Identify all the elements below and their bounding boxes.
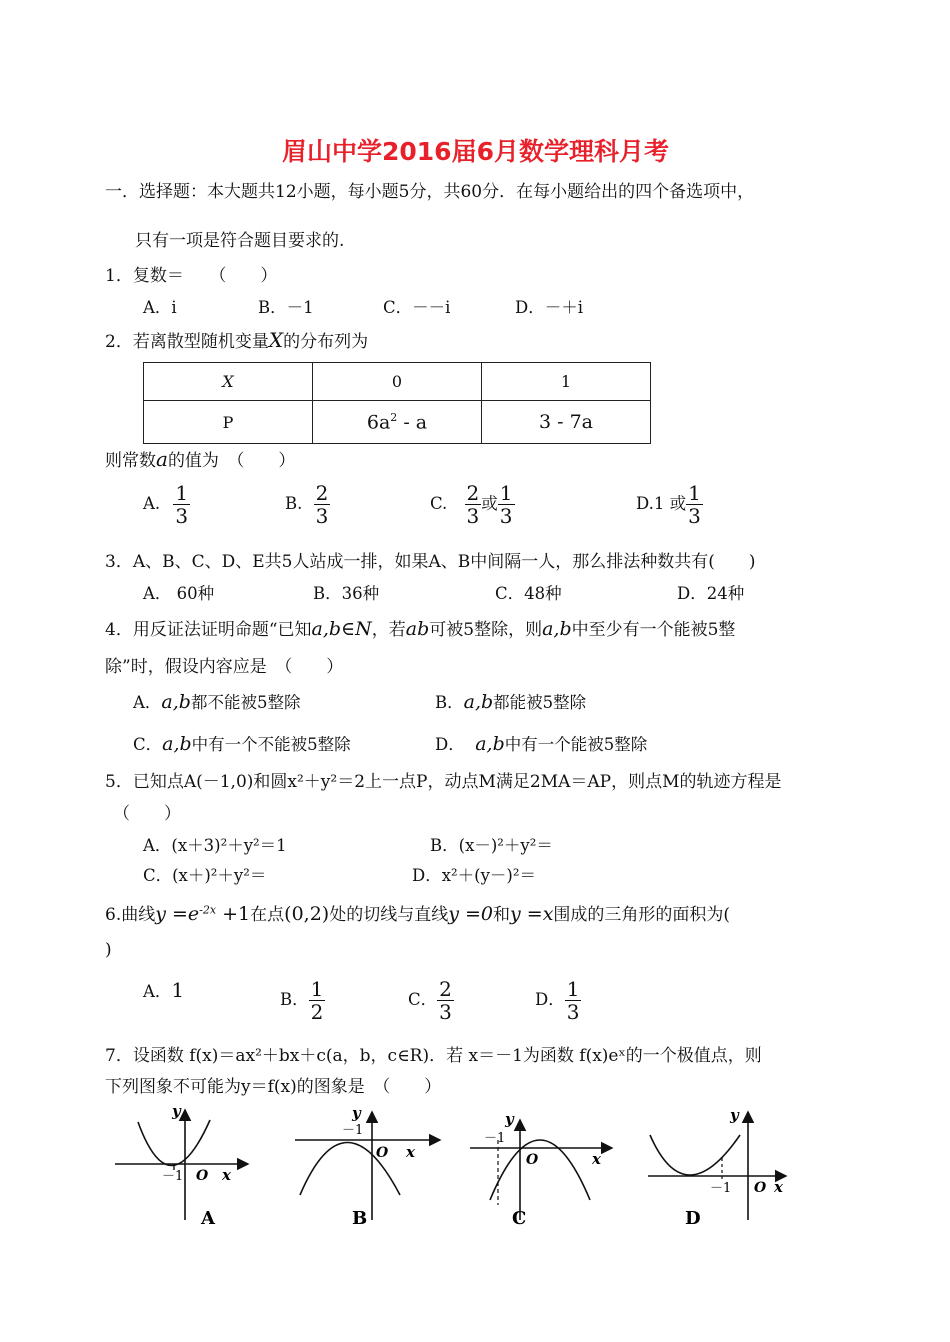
q5-line1: 5．已知点A(－1,0)和圆x²＋y²＝2上一点P，动点M满足2MA＝AP，则点M的轨迹方程是 xyxy=(105,772,782,792)
q7-line1: 7．设函数 f(x)＝ax²＋bx＋c(a，b，c∈R)．若 x＝－1为函数 f(x)eˣ的一个极值点，则 xyxy=(105,1046,762,1066)
q4-text-2: ，若 xyxy=(371,620,406,640)
q4-d-math: a,b xyxy=(475,733,505,755)
q3-option-b: B．36种 xyxy=(313,584,380,603)
q2-ask xyxy=(105,446,295,471)
graph-label: A xyxy=(201,1208,215,1229)
fraction-denominator: 3 xyxy=(175,504,189,528)
table-p0 xyxy=(313,401,482,444)
q1-option-d: D．－＋i xyxy=(515,298,584,317)
section-heading-cont: 只有一项是符合题目要求的. xyxy=(135,231,345,251)
q6-c-fraction xyxy=(437,978,454,1023)
q2-stem xyxy=(105,327,368,352)
fraction-numerator: 2 xyxy=(315,481,329,505)
q4-option-c xyxy=(133,731,351,755)
fraction-numerator: 1 xyxy=(688,481,701,505)
origin-label: O xyxy=(376,1145,389,1161)
q4-option-d xyxy=(435,731,647,755)
parabola-curve xyxy=(138,1120,210,1166)
q3-option-a: A． 60种 xyxy=(143,584,215,603)
q4-b-text: 都能被5整除 xyxy=(493,693,587,712)
parabola-curve xyxy=(490,1140,590,1200)
p0-exp: 2 xyxy=(390,410,398,424)
graph-label: C xyxy=(512,1208,527,1229)
q2-ask-post: 的值为 （ ） xyxy=(167,451,296,471)
q6-post: 围成的三角形的面积为( xyxy=(553,905,731,925)
origin-label: O xyxy=(526,1152,539,1168)
q5-option-c: C．(x＋)²＋y²＝ xyxy=(143,866,267,885)
q6-option-c xyxy=(408,978,454,1023)
q4-d-text: 中有一个能被5整除 xyxy=(504,735,648,754)
q5-option-b: B．(x－)²＋y²＝ xyxy=(430,836,553,855)
q2-var: X xyxy=(268,328,284,352)
q6-b-fraction xyxy=(309,978,326,1023)
y-axis-label: y xyxy=(730,1106,739,1124)
q2-a-fraction xyxy=(173,482,190,527)
q6-d-fraction xyxy=(565,978,582,1023)
q2-c-fraction-2 xyxy=(498,482,515,527)
q6-eq-exp: -2x xyxy=(199,903,217,917)
q2-a-label: A. xyxy=(143,494,161,513)
fraction-denominator: 3 xyxy=(688,504,701,528)
q5-option-d: D．x²＋(y－)²＝ xyxy=(412,866,536,885)
q2-c-label: C. xyxy=(430,494,448,513)
q4-c-label: C． xyxy=(133,735,163,754)
y-axis-label: y xyxy=(172,1102,181,1120)
fraction-denominator: 3 xyxy=(499,504,513,528)
q4-text-1: 4．用反证法证明命题“已知 xyxy=(105,620,312,640)
q4-b-label: B． xyxy=(435,693,464,712)
q6-b-label: B． xyxy=(280,990,309,1009)
table-row-label: P xyxy=(144,401,313,444)
fraction-denominator: 3 xyxy=(566,1000,580,1024)
x-axis-label: x xyxy=(774,1178,783,1196)
q4-text-3: 可被5整除，则 xyxy=(429,620,543,640)
q4-b-math: a,b xyxy=(463,691,494,713)
q7-graphs xyxy=(100,1100,800,1235)
q6-c-label: C． xyxy=(408,990,438,1009)
mark-label: －1 xyxy=(342,1123,364,1138)
x-axis-label: x xyxy=(406,1143,415,1161)
graph-a xyxy=(115,1102,248,1229)
table-p1: 3 - 7a xyxy=(482,401,651,444)
origin-label: O xyxy=(754,1180,767,1196)
mark-label: －1 xyxy=(162,1169,184,1184)
q7-line2: 下列图象不可能为y＝f(x)的图象是 （ ） xyxy=(105,1077,442,1097)
q1-option-a: A．i xyxy=(143,298,177,317)
page-title: 眉山中学2016届6月数学理科月考 xyxy=(282,137,669,166)
q5-option-a: A．(x＋3)²＋y²＝1 xyxy=(143,836,287,855)
q6-line2: ) xyxy=(105,940,112,960)
mark-label: －1 xyxy=(710,1181,732,1196)
q6-mid2: 处的切线与直线 xyxy=(329,905,449,925)
q1-option-c: C．－－i xyxy=(383,298,451,317)
graph-c xyxy=(470,1110,612,1229)
q6-mid3: 和 xyxy=(493,905,510,925)
q6-d-label: D． xyxy=(535,990,565,1009)
y-axis-label: y xyxy=(352,1104,361,1122)
q2-ask-pre: 则常数 xyxy=(105,451,156,471)
parabola-curve xyxy=(650,1135,740,1175)
q6-option-a xyxy=(143,978,184,1002)
q4-math-1: a,b∈N xyxy=(311,618,372,640)
table-header-x: X xyxy=(144,363,313,401)
q6-option-d xyxy=(535,978,581,1023)
q6-point: (0,2) xyxy=(284,903,330,925)
q6-stem xyxy=(105,900,730,925)
distribution-table xyxy=(143,362,651,444)
q4-d-label: D． xyxy=(435,735,465,754)
q3-stem: 3．A、B、C、D、E共5人站成一排，如果A、B中间隔一人，那么排法种数共有( ) xyxy=(105,552,756,572)
graph-label: B xyxy=(352,1208,368,1229)
q2-option-c xyxy=(430,482,515,527)
q4-c-math: a,b xyxy=(162,733,192,755)
graph-d xyxy=(648,1106,786,1229)
q2-option-a xyxy=(143,482,190,527)
q6-line-yx: y =x xyxy=(510,903,554,925)
q4-math-2: ab xyxy=(405,618,430,640)
q2-c-or: 或 xyxy=(481,494,498,513)
fraction-numerator: 1 xyxy=(175,481,189,505)
graph-label: D xyxy=(685,1208,701,1229)
q4-c-text: 中有一个不能被5整除 xyxy=(191,735,351,754)
q4-line2: 除”时，假设内容应是 （ ） xyxy=(105,657,344,677)
fraction-numerator: 1 xyxy=(310,977,324,1001)
mark-label: －1 xyxy=(484,1131,506,1146)
q3-option-d: D．24种 xyxy=(677,584,745,603)
p0-rest: - a xyxy=(397,411,428,434)
q2-c-fraction-1 xyxy=(465,482,482,527)
q4-a-text: 都不能被5整除 xyxy=(190,693,301,712)
q4-line1 xyxy=(105,615,735,640)
q4-option-b xyxy=(435,689,586,713)
q2-d-fraction xyxy=(686,482,703,527)
origin-label: O xyxy=(196,1168,209,1184)
q4-option-a xyxy=(133,689,300,713)
x-axis-label: x xyxy=(592,1150,601,1168)
section-heading: 一．选择题：本大题共12小题，每小题5分，共60分．在每小题给出的四个备选项中， xyxy=(105,182,755,202)
q6-eq-rest: +1 xyxy=(216,903,251,925)
q2-stem-pre: 2．若离散型随机变量 xyxy=(105,332,269,352)
q2-option-b xyxy=(285,482,330,527)
fraction-numerator: 1 xyxy=(566,977,580,1001)
q2-stem-post: 的分布列为 xyxy=(283,332,369,352)
q5-line2: （ ） xyxy=(113,804,181,824)
q4-a-math: a,b xyxy=(161,691,191,713)
q4-math-3: a,b xyxy=(542,618,572,640)
q6-a-label: A． xyxy=(143,982,172,1001)
q6-line-y0: y =0 xyxy=(448,903,493,925)
q6-eq-y: y =e xyxy=(155,903,200,925)
q1-stem: 1．复数＝ （ ） xyxy=(105,266,278,286)
fraction-denominator: 3 xyxy=(315,504,329,528)
q2-d-label: D.1 或 xyxy=(636,494,687,513)
table-header-0: 0 xyxy=(313,363,482,401)
q1-option-b: B．－1 xyxy=(258,298,314,317)
fraction-numerator: 1 xyxy=(499,481,513,505)
q6-pre: 6.曲线 xyxy=(105,905,156,925)
fraction-numerator: 2 xyxy=(466,481,480,505)
y-axis-label: y xyxy=(505,1110,514,1128)
q3-option-c: C．48种 xyxy=(495,584,562,603)
q2-b-fraction xyxy=(314,482,331,527)
p0-coef: 6a xyxy=(366,411,391,434)
q2-b-label: B. xyxy=(285,494,303,513)
fraction-denominator: 3 xyxy=(439,1000,452,1024)
q6-mid1: 在点 xyxy=(250,905,285,925)
fraction-denominator: 2 xyxy=(310,1000,324,1024)
q6-option-b xyxy=(280,978,325,1023)
graph-b xyxy=(295,1104,440,1229)
q2-option-d xyxy=(636,482,703,527)
q4-text-4: 中至少有一个能被5整 xyxy=(571,620,736,640)
x-axis-label: x xyxy=(222,1166,231,1184)
fraction-denominator: 3 xyxy=(466,504,480,528)
q4-a-label: A． xyxy=(133,693,162,712)
fraction-numerator: 2 xyxy=(439,977,452,1001)
q2-ask-var: a xyxy=(156,447,168,471)
q6-a-val: 1 xyxy=(171,978,185,1002)
table-header-1: 1 xyxy=(482,363,651,401)
